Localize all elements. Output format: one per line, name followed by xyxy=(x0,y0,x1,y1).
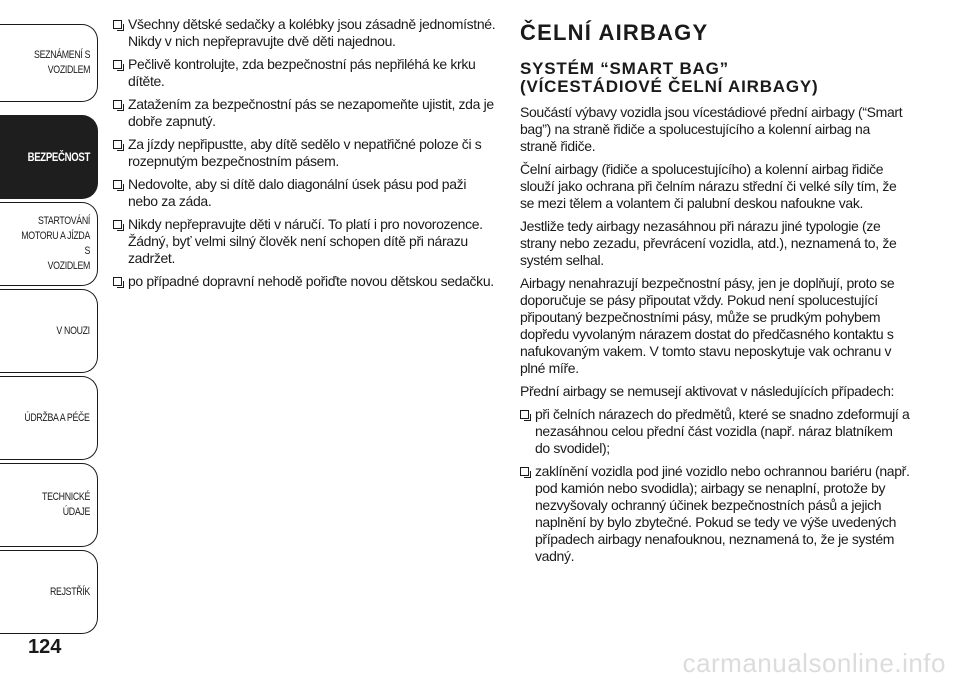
airbag-cases-list xyxy=(520,406,910,565)
tab-label: SEZNÁMENÍ S VOZIDLEM xyxy=(33,49,90,76)
list-item: Nikdy nepřepravujte děti v náručí. To platí i pro novorozence. Žádný, byť velmi silný člověk není schopen dítě při nárazu zadržet. xyxy=(113,216,498,267)
section-heading: ČELNÍ AIRBAGY xyxy=(520,20,709,45)
checkbox-bullet-icon xyxy=(113,100,122,109)
tab-introduction[interactable] xyxy=(0,24,98,102)
list-item: zaklínění vozidla pod jiné vozidlo nebo ochrannou bariéru (např. pod kamión nebo svodidla); airbagy se nenaplní, protože by nezvyšovaly ochranný účinek bezpečnostních pásů a jejich naplnění by bylo zbytečné. Pokud se tedy ve výše uvedených případech airbagy nenafouknou, neznamená to, že je systém vadný. xyxy=(520,463,910,565)
right-column xyxy=(520,16,910,571)
checkbox-bullet-icon xyxy=(520,467,529,476)
checkbox-bullet-icon xyxy=(520,410,529,419)
list-item: při čelních nárazech do předmětů, které se snadno zdeformují a nezasáhnou celou přední část vozidla (např. náraz blatníkem do svodidel); xyxy=(520,406,910,457)
left-column xyxy=(113,16,498,296)
paragraph: Přední airbagy se nemusejí aktivovat v následujících případech: xyxy=(520,383,895,399)
list-item: Zatažením za bezpečnostní pás se nezapomeňte ujistit, zda je dobře zapnutý. xyxy=(113,96,498,130)
tab-label: V NOUZI xyxy=(56,324,90,337)
chapter-tabs xyxy=(0,0,100,640)
tab-label: BEZPEČNOST xyxy=(27,149,90,164)
page-number: 124 xyxy=(28,636,62,658)
child-safety-list xyxy=(113,16,498,290)
tab-label: TECHNICKÉ ÚDAJE xyxy=(42,491,90,518)
subsection-heading-line1: SYSTÉM “SMART BAG” xyxy=(520,59,729,78)
tab-safety[interactable] xyxy=(0,115,98,199)
list-item: Pečlivě kontrolujte, zda bezpečnostní pás nepřiléhá ke krku dítěte. xyxy=(113,56,498,90)
tab-index[interactable] xyxy=(0,550,98,634)
paragraph: Čelní airbagy (řidiče a spolucestujícího) a kolenní airbag řidiče slouží jako ochrana při čelním nárazu střední či velké síly tím, že se mezi tělem a volantem či palubní deskou nafoukne vak. xyxy=(520,161,897,211)
paragraph: Součástí výbavy vozidla jsou vícestádiové přední airbagy (“Smart bag”) na straně řidiče a spolucestujícího a kolenní airbag na straně řidiče. xyxy=(520,104,903,154)
paragraph: Airbagy nenahrazují bezpečnostní pásy, jen je doplňují, proto se doporučuje se pásy připoutat vždy. Pokud není spolucestující připoutaný bezpečnostními pásy, může se prudkým pohybem dopředu vyvolaným nárazem dostat do předčasného kontaktu s nafukovaným vakem. V tomto stavu neposkytuje vak ochranu v plné míře. xyxy=(520,275,895,376)
tab-starting-driving[interactable] xyxy=(0,202,98,286)
watermark: carmanualsonline.info xyxy=(682,648,946,678)
checkbox-bullet-icon xyxy=(113,220,122,229)
tab-maintenance[interactable] xyxy=(0,376,98,460)
tab-label: ÚDRŽBA A PÉČE xyxy=(24,411,90,424)
list-item: Za jízdy nepřipustte, aby dítě sedělo v nepatřičné poloze či s rozepnutým bezpečnostním pásem. xyxy=(113,136,498,170)
paragraph: Jestliže tedy airbagy nezasáhnou při nárazu jiné typologie (ze strany nebo zezadu, převrácení vozidla, atd.), neznamená to, že systém selhal. xyxy=(520,218,897,268)
list-item: Všechny dětské sedačky a kolébky jsou zásadně jednomístné. Nikdy v nich nepřepravujte dvě děti najednou. xyxy=(113,16,498,50)
tab-emergency[interactable] xyxy=(0,289,98,373)
tab-technical-data[interactable] xyxy=(0,463,98,547)
checkbox-bullet-icon xyxy=(113,140,122,149)
tab-label: REJSTŘÍK xyxy=(50,585,90,598)
subsection-heading-line2: (VÍCESTÁDIOVÉ ČELNÍ AIRBAGY) xyxy=(520,77,819,96)
checkbox-bullet-icon xyxy=(113,60,122,69)
checkbox-bullet-icon xyxy=(113,20,122,29)
list-item: po případné dopravní nehodě pořiďte novou dětskou sedačku. xyxy=(113,273,498,290)
checkbox-bullet-icon xyxy=(113,277,122,286)
checkbox-bullet-icon xyxy=(113,180,122,189)
list-item: Nedovolte, aby si dítě dalo diagonální úsek pásu pod paži nebo za záda. xyxy=(113,176,498,210)
tab-label: STARTOVÁNÍ MOTORU A JÍZDA S VOZIDLEM xyxy=(21,215,90,272)
